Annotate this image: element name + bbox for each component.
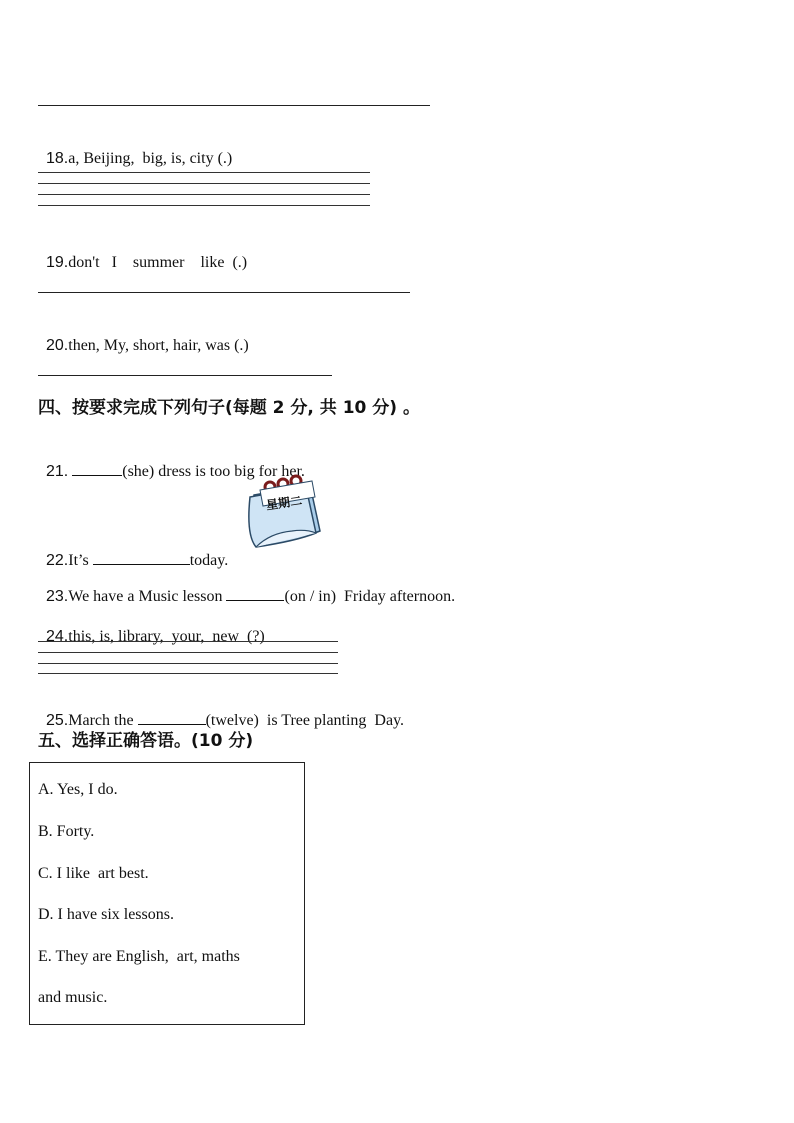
option-d: D. I have six lessons. xyxy=(38,906,174,923)
question-22: 22.It’s today. xyxy=(46,552,229,569)
question-number: 24. xyxy=(46,628,69,645)
fill-blank[interactable] xyxy=(226,586,284,601)
question-18 xyxy=(38,129,232,169)
question-number: 18. xyxy=(46,150,69,167)
fill-blank[interactable] xyxy=(138,710,206,725)
writing-lines-24[interactable] xyxy=(38,641,338,677)
fill-blank[interactable] xyxy=(72,461,122,476)
answer-line-20[interactable] xyxy=(38,375,332,376)
question-text: (twelve) is Tree planting Day. xyxy=(205,712,405,729)
question-text: a, Beijing, big, is, city (.) xyxy=(68,150,233,167)
question-23: 23.We have a Music lesson (on / in) Friday afternoon. xyxy=(46,588,456,605)
option-e: E. They are English, art, maths xyxy=(38,948,240,965)
question-text: this, is, library, your, new (?) xyxy=(68,628,265,645)
fill-blank[interactable] xyxy=(93,550,190,565)
question-20 xyxy=(38,316,249,356)
section-4-heading: 四、按要求完成下列句子(每题 2 分, 共 10 分) 。 xyxy=(38,398,420,418)
question-text: don't I summer like (.) xyxy=(68,254,248,271)
calendar-tuesday-image xyxy=(240,473,324,549)
question-number: 25. xyxy=(46,712,69,729)
answer-line-19[interactable] xyxy=(38,292,410,293)
question-text: (she) dress is too big for her. xyxy=(122,463,305,480)
option-a: A. Yes, I do. xyxy=(38,781,118,798)
question-19 xyxy=(38,233,247,273)
question-number: 19. xyxy=(46,254,69,271)
option-e-continued: and music. xyxy=(38,989,108,1006)
calendar-label: 星期二 xyxy=(265,493,303,513)
question-text: today. xyxy=(189,552,229,569)
answer-options-box xyxy=(29,762,305,1025)
question-text: then, My, short, hair, was (.) xyxy=(68,337,249,354)
answer-line-17 xyxy=(38,105,430,106)
question-number: 23. xyxy=(46,588,69,605)
question-25: 25.March the (twelve) is Tree planting Day. xyxy=(46,712,405,729)
writing-lines-18[interactable] xyxy=(38,172,370,208)
question-number: 22. xyxy=(46,552,69,569)
question-number: 21. xyxy=(46,463,69,480)
question-number: 20. xyxy=(46,337,69,354)
section-5-heading: 五、选择正确答语。(10 分) xyxy=(38,731,254,751)
option-b: B. Forty. xyxy=(38,823,95,840)
question-text: (on / in) Friday afternoon. xyxy=(284,588,456,605)
option-c: C. I like art best. xyxy=(38,865,149,882)
